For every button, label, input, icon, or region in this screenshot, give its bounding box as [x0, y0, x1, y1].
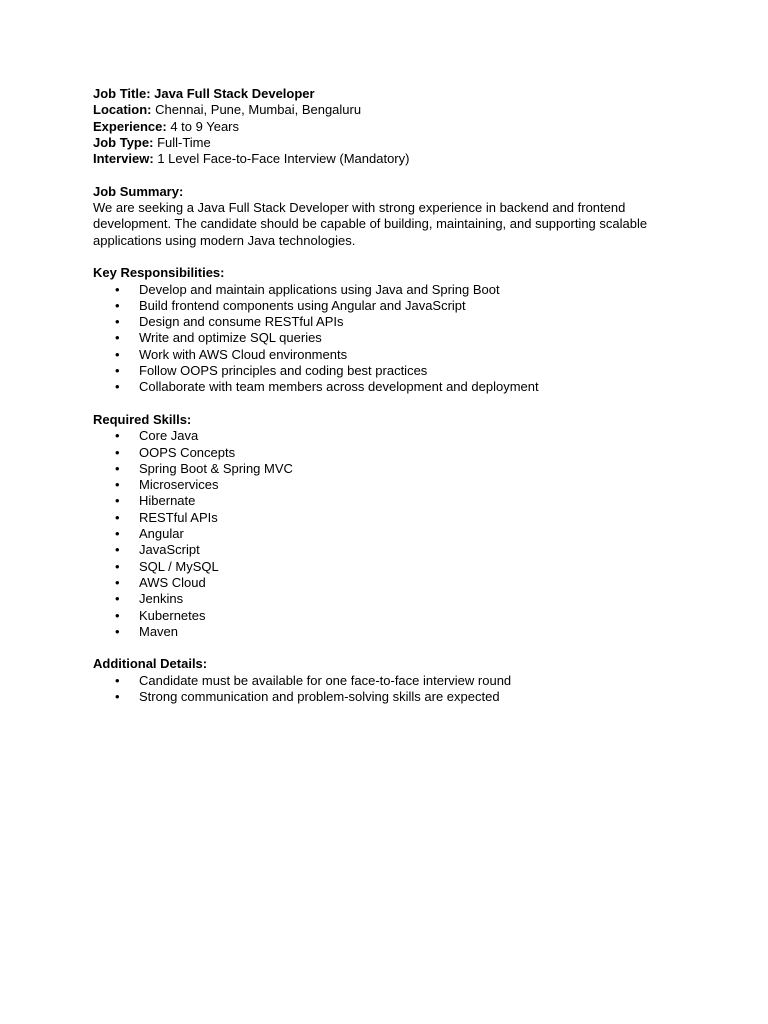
- list-item: [93, 624, 663, 640]
- bullet-icon: •: [115, 558, 120, 574]
- list-item-text: Core Java: [139, 428, 199, 444]
- bullet-icon: •: [115, 672, 120, 688]
- location-value: Chennai, Pune, Mumbai, Bengaluru: [155, 102, 362, 118]
- list-item-text: AWS Cloud: [139, 574, 206, 590]
- bullet-icon: •: [115, 281, 120, 297]
- summary-text: We are seeking a Java Full Stack Developer with strong experience in backend and frontend development. The candidate should be capable of building, maintaining, and supporting scalable applications using modern Java technologies.: [93, 200, 648, 248]
- bullet-icon: •: [115, 591, 120, 607]
- list-item: [93, 330, 663, 346]
- summary-heading: Job Summary:: [93, 183, 184, 199]
- job-title-value: Java Full Stack Developer: [154, 86, 315, 101]
- responsibilities-heading: Key Responsibilities:: [93, 265, 225, 281]
- experience-label: Experience:: [93, 118, 167, 134]
- bullet-icon: •: [115, 314, 120, 330]
- list-item: [93, 689, 663, 705]
- list-item: [93, 591, 663, 607]
- list-item-text: Build frontend components using Angular and JavaScript: [139, 297, 466, 313]
- job-type-line: [93, 135, 663, 151]
- bullet-icon: •: [115, 688, 120, 704]
- list-item-text: Work with AWS Cloud environments: [139, 346, 348, 362]
- list-item: [93, 673, 663, 689]
- list-item: [93, 559, 663, 575]
- list-item: [93, 314, 663, 330]
- list-item: [93, 493, 663, 509]
- list-item: [93, 510, 663, 526]
- list-item: [93, 282, 663, 298]
- list-item-text: Jenkins: [139, 591, 184, 607]
- bullet-icon: •: [115, 297, 120, 313]
- additional-heading: Additional Details:: [93, 656, 208, 672]
- bullet-icon: •: [115, 428, 120, 444]
- interview-value: 1 Level Face-to-Face Interview (Mandatory): [157, 151, 410, 167]
- list-item: [93, 347, 663, 363]
- list-item: [93, 428, 663, 444]
- bullet-icon: •: [115, 379, 120, 395]
- list-item-text: Strong communication and problem-solving skills are expected: [139, 688, 500, 704]
- list-item: [93, 477, 663, 493]
- document-page: [93, 86, 663, 705]
- bullet-icon: •: [115, 477, 120, 493]
- spacer: [93, 167, 663, 183]
- responsibilities-list: [93, 282, 663, 396]
- list-item: [93, 363, 663, 379]
- bullet-icon: •: [115, 444, 120, 460]
- list-item-text: Candidate must be available for one face-to-face interview round: [139, 672, 512, 688]
- experience-value: 4 to 9 Years: [170, 118, 239, 134]
- bullet-icon: •: [115, 460, 120, 476]
- spacer: [93, 640, 663, 656]
- list-item-text: Angular: [139, 526, 184, 542]
- list-item-text: Maven: [139, 623, 179, 639]
- additional-list: [93, 673, 663, 706]
- location-line: [93, 102, 663, 118]
- location-label: Location:: [93, 102, 152, 118]
- spacer: [93, 396, 663, 412]
- list-item: [93, 608, 663, 624]
- bullet-icon: •: [115, 330, 120, 346]
- list-item-text: RESTful APIs: [139, 509, 218, 525]
- spacer: [93, 249, 663, 265]
- interview-line: [93, 151, 663, 167]
- list-item-text: Write and optimize SQL queries: [139, 330, 322, 346]
- interview-label: Interview:: [93, 151, 154, 167]
- list-item: [93, 445, 663, 461]
- experience-line: [93, 119, 663, 135]
- job-title-label: Job Title:: [93, 86, 151, 101]
- skills-list: [93, 428, 663, 640]
- list-item-text: Spring Boot & Spring MVC: [139, 460, 293, 476]
- list-item-text: SQL / MySQL: [139, 558, 219, 574]
- bullet-icon: •: [115, 509, 120, 525]
- list-item: [93, 542, 663, 558]
- list-item: [93, 298, 663, 314]
- bullet-icon: •: [115, 574, 120, 590]
- bullet-icon: •: [115, 346, 120, 362]
- list-item-text: Design and consume RESTful APIs: [139, 314, 344, 330]
- list-item: [93, 575, 663, 591]
- bullet-icon: •: [115, 607, 120, 623]
- list-item-text: Develop and maintain applications using Java and Spring Boot: [139, 281, 500, 297]
- list-item-text: Follow OOPS principles and coding best practices: [139, 363, 428, 379]
- bullet-icon: •: [115, 493, 120, 509]
- list-item-text: JavaScript: [139, 542, 200, 558]
- list-item: [93, 461, 663, 477]
- bullet-icon: •: [115, 542, 120, 558]
- list-item-text: OOPS Concepts: [139, 444, 236, 460]
- list-item-text: Hibernate: [139, 493, 196, 509]
- job-type-label: Job Type:: [93, 134, 154, 150]
- bullet-icon: •: [115, 623, 120, 639]
- job-type-value: Full-Time: [157, 134, 211, 150]
- job-title-line: [93, 86, 663, 102]
- list-item-text: Kubernetes: [139, 607, 206, 623]
- list-item: [93, 526, 663, 542]
- list-item-text: Collaborate with team members across development and deployment: [139, 379, 539, 395]
- skills-heading: Required Skills:: [93, 411, 192, 427]
- list-item: [93, 379, 663, 395]
- list-item-text: Microservices: [139, 477, 219, 493]
- bullet-icon: •: [115, 526, 120, 542]
- bullet-icon: •: [115, 363, 120, 379]
